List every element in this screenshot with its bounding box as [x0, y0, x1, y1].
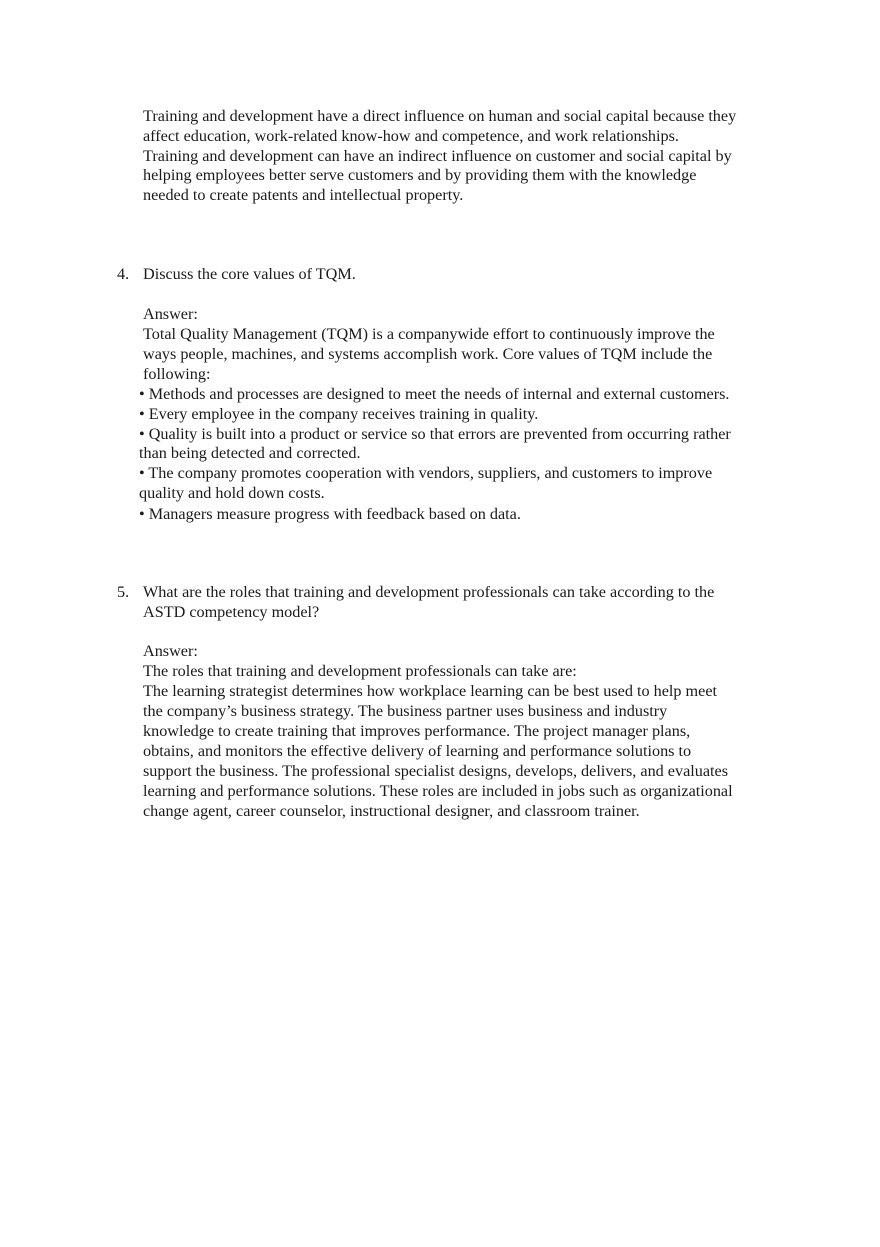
question-number: 5.	[117, 583, 130, 601]
intro-line: affect education, work-related know-how and competence, and work relationships.	[143, 127, 679, 145]
bullet-item-continued: than being detected and corrected.	[139, 444, 361, 462]
bullet-item: • The company promotes cooperation with vendors, suppliers, and customers to improve	[139, 464, 713, 482]
answer-line: obtains, and monitors the effective delivery of learning and performance solutions to	[143, 742, 692, 760]
bullet-item-continued: quality and hold down costs.	[139, 484, 325, 502]
question-number: 4.	[117, 265, 130, 283]
question-text: What are the roles that training and development professionals can take according to the	[143, 583, 715, 601]
answer-line: learning and performance solutions. These roles are included in jobs such as organizational	[143, 782, 733, 800]
answer-line: support the business. The professional specialist designs, develops, delivers, and evaluates	[143, 762, 729, 780]
intro-line: Training and development can have an indirect influence on customer and social capital by	[143, 147, 732, 165]
bullet-item: • Methods and processes are designed to meet the needs of internal and external customers.	[139, 385, 730, 403]
answer-label: Answer:	[143, 642, 198, 660]
bullet-item: • Managers measure progress with feedback based on data.	[139, 505, 521, 523]
bullet-item: • Every employee in the company receives training in quality.	[139, 405, 539, 423]
answer-label: Answer:	[143, 305, 198, 323]
answer-line: ways people, machines, and systems accomplish work. Core values of TQM include the	[143, 345, 713, 363]
question-text: ASTD competency model?	[143, 603, 320, 621]
intro-line: Training and development have a direct influence on human and social capital because they	[143, 107, 737, 125]
answer-line: The learning strategist determines how workplace learning can be best used to help meet	[143, 682, 718, 700]
intro-line: helping employees better serve customers and by providing them with the knowledge	[143, 166, 697, 184]
answer-line: The roles that training and development professionals can take are:	[143, 662, 577, 680]
answer-line: following:	[143, 365, 211, 383]
answer-line: knowledge to create training that improves performance. The project manager plans,	[143, 722, 691, 740]
answer-line: change agent, career counselor, instructional designer, and classroom trainer.	[143, 802, 640, 820]
answer-line: the company’s business strategy. The business partner uses business and industry	[143, 702, 668, 720]
answer-line: Total Quality Management (TQM) is a companywide effort to continuously improve the	[143, 325, 715, 343]
bullet-item: • Quality is built into a product or service so that errors are prevented from occurring rather	[139, 425, 731, 443]
intro-line: needed to create patents and intellectual property.	[143, 186, 464, 204]
question-text: Discuss the core values of TQM.	[143, 265, 356, 283]
